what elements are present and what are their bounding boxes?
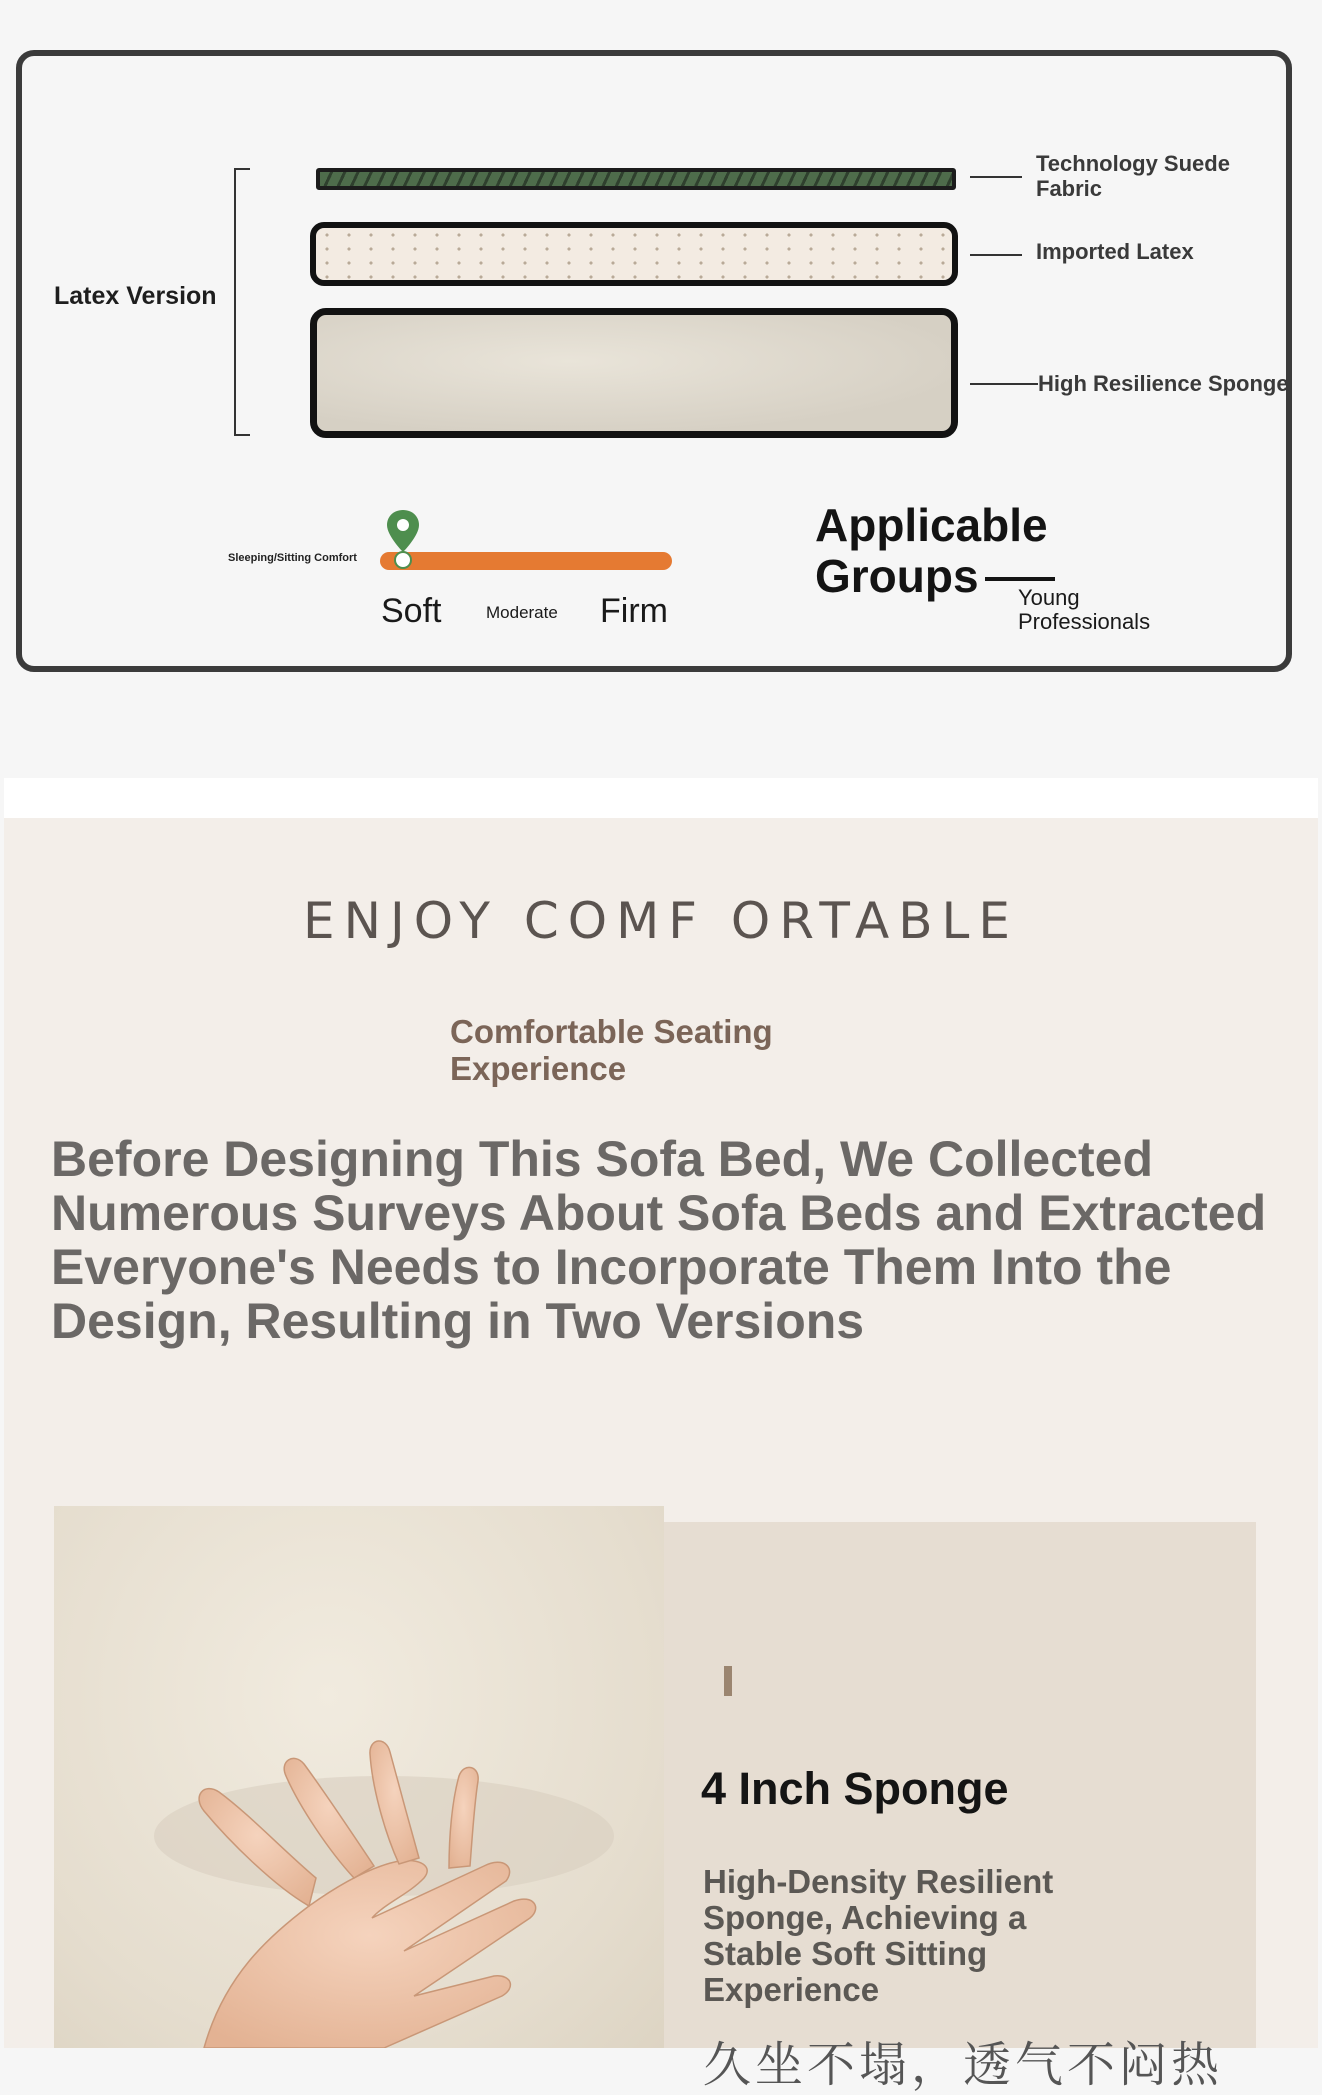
leader-line — [970, 254, 1022, 256]
layer-label-sponge: High Resilience Sponge — [1038, 371, 1289, 396]
latex-layer — [310, 222, 958, 286]
feature-title: 4 Inch Sponge — [701, 1763, 1009, 1814]
hand-pressing-sponge-image — [54, 1506, 664, 2048]
section-heading: ENJOY COMF ORTABLE — [303, 892, 1019, 950]
accent-bar — [724, 1666, 732, 1696]
location-pin-icon — [385, 508, 421, 570]
applicable-groups-value: Young Professionals — [1018, 585, 1151, 634]
section-headline: Before Designing This Sofa Bed, We Collected Numerous Surveys About Sofa Beds and Extracted Everyone's Needs to Incorporate Them Into the Design, Resulting in Two Versions — [51, 1131, 1267, 1349]
section-subtitle: Comfortable Seating Experience — [450, 1013, 773, 1087]
scale-soft-label: Soft — [381, 592, 442, 630]
version-label: Latex Version — [54, 282, 217, 310]
layer-label-fabric: Technology Suede Fabric — [1036, 151, 1230, 201]
feature-chinese-text: 久坐不塌，透气不闷热 — [703, 2039, 1224, 2092]
sponge-photo — [54, 1506, 664, 2048]
scale-moderate-label: Moderate — [486, 603, 558, 622]
version-bracket — [234, 168, 250, 436]
leader-line — [970, 176, 1022, 178]
leader-line — [970, 383, 1038, 385]
groups-dash — [985, 577, 1055, 581]
comfort-scale-track — [380, 552, 672, 570]
layer-label-latex: Imported Latex — [1036, 239, 1194, 264]
suede-fabric-layer — [316, 168, 956, 190]
scale-firm-label: Firm — [600, 592, 668, 630]
applicable-groups-title: Applicable Groups — [815, 499, 1048, 602]
section-divider — [4, 778, 1318, 818]
feature-description: High-Density Resilient Sponge, Achieving a Stable Soft Sitting Experience — [703, 1863, 1054, 2008]
comfort-label: Sleeping/Sitting Comfort — [228, 552, 357, 564]
sponge-layer — [310, 308, 958, 438]
